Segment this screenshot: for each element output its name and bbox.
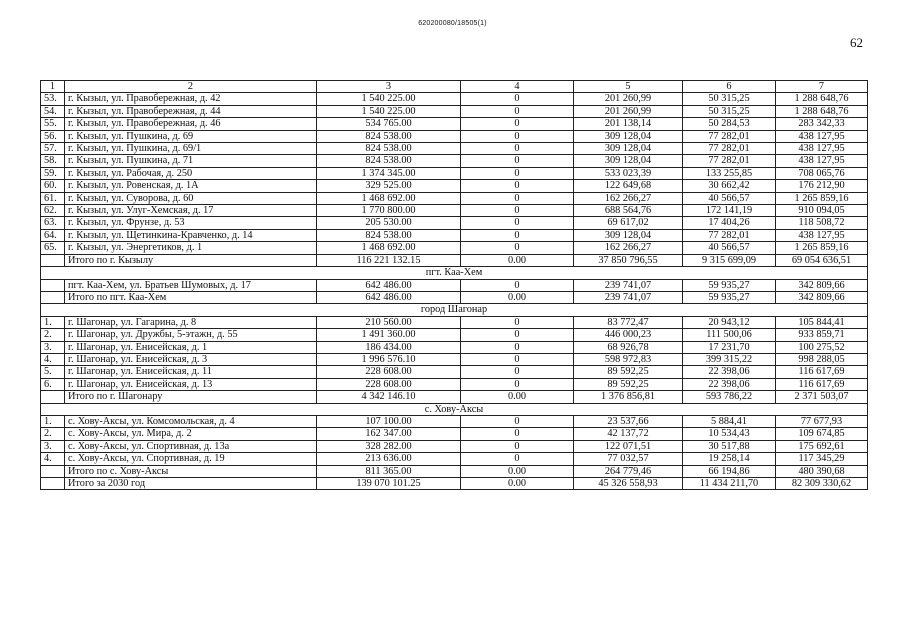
cost-cell: 642 486.00: [317, 279, 461, 291]
address-cell: Итого по г. Шагонару: [65, 391, 317, 403]
zero-cell: 0: [461, 366, 574, 378]
zero-cell: 0: [461, 415, 574, 427]
cost-cell: 1 468 692.00: [317, 192, 461, 204]
address-cell: г. Кызыл, ул. Правобережная, д. 44: [65, 105, 317, 117]
row-number-cell: 3.: [41, 440, 65, 452]
value6-cell: 17 404,26: [683, 217, 776, 229]
value7-cell: 438 127,95: [776, 155, 868, 167]
value6-cell: 20 943,12: [683, 316, 776, 328]
section-header-row: [41, 267, 868, 279]
value6-cell: 66 194,86: [683, 465, 776, 477]
value7-cell: 342 809,66: [776, 291, 868, 303]
row-number-cell: 2.: [41, 428, 65, 440]
table-row: [41, 155, 868, 167]
cost-cell: 824 538.00: [317, 155, 461, 167]
row-number-cell: 54.: [41, 105, 65, 117]
address-cell: г. Кызыл, ул. Суворова, д. 60: [65, 192, 317, 204]
table-row: [41, 229, 868, 241]
table-row: [41, 143, 868, 155]
document-id: 620200080/18505(1): [418, 20, 487, 27]
cost-cell: 824 538.00: [317, 143, 461, 155]
zero-cell: 0.00: [461, 391, 574, 403]
zero-cell: 0: [461, 130, 574, 142]
value7-cell: 105 844,41: [776, 316, 868, 328]
cost-cell: 824 538.00: [317, 229, 461, 241]
table-row: [41, 130, 868, 142]
zero-cell: 0.00: [461, 465, 574, 477]
cost-cell: 162 347.00: [317, 428, 461, 440]
value6-cell: 77 282,01: [683, 130, 776, 142]
column-header-cell: 6: [683, 81, 776, 93]
zero-cell: 0.00: [461, 478, 574, 490]
value7-cell: 1 288 648,76: [776, 105, 868, 117]
table-row: [41, 192, 868, 204]
value6-cell: 77 282,01: [683, 143, 776, 155]
value5-cell: 162 266,27: [574, 192, 683, 204]
zero-cell: 0.00: [461, 291, 574, 303]
zero-cell: 0.00: [461, 254, 574, 266]
section-title: город Шагонар: [41, 304, 868, 316]
value7-cell: 933 859,71: [776, 329, 868, 341]
zero-cell: 0: [461, 341, 574, 353]
address-cell: с. Хову-Аксы, ул. Спортивная, д. 13а: [65, 440, 317, 452]
column-header-cell: 7: [776, 81, 868, 93]
value5-cell: 239 741,07: [574, 279, 683, 291]
value7-cell: 480 390,68: [776, 465, 868, 477]
section-title: с. Хову-Аксы: [41, 403, 868, 415]
value5-cell: 598 972,83: [574, 353, 683, 365]
column-header-cell: 5: [574, 81, 683, 93]
address-cell: Итого по г. Кызылу: [65, 254, 317, 266]
row-number-cell: 56.: [41, 130, 65, 142]
value5-cell: 533 023,39: [574, 167, 683, 179]
value7-cell: 283 342,33: [776, 118, 868, 130]
cost-cell: 4 342 146.10: [317, 391, 461, 403]
value5-cell: 309 128,04: [574, 143, 683, 155]
value7-cell: 175 692,61: [776, 440, 868, 452]
value5-cell: 201 138,14: [574, 118, 683, 130]
value7-cell: 1 265 859,16: [776, 242, 868, 254]
zero-cell: 0: [461, 180, 574, 192]
table-row: [41, 415, 868, 427]
table-row: [41, 378, 868, 390]
column-number-header-row: [41, 81, 868, 93]
value6-cell: 40 566,57: [683, 192, 776, 204]
value5-cell: 122 649,68: [574, 180, 683, 192]
table-row: [41, 428, 868, 440]
address-cell: г. Кызыл, ул. Рабочая, д. 250: [65, 167, 317, 179]
section-header-row: [41, 403, 868, 415]
table-row: [41, 93, 868, 105]
value6-cell: 111 500,06: [683, 329, 776, 341]
total-row: [41, 391, 868, 403]
row-number-cell: 61.: [41, 192, 65, 204]
row-number-cell: [41, 254, 65, 266]
cost-cell: 329 525.00: [317, 180, 461, 192]
zero-cell: 0: [461, 155, 574, 167]
value6-cell: 77 282,01: [683, 155, 776, 167]
total-row: [41, 291, 868, 303]
address-cell: г. Шагонар, ул. Енисейская, д. 1: [65, 341, 317, 353]
value5-cell: 69 617,02: [574, 217, 683, 229]
cost-cell: 107 100.00: [317, 415, 461, 427]
value7-cell: 438 127,95: [776, 229, 868, 241]
value5-cell: 37 850 796,55: [574, 254, 683, 266]
value6-cell: 30 517,88: [683, 440, 776, 452]
cost-cell: 205 530.00: [317, 217, 461, 229]
address-cell: пгт. Каа-Хем, ул. Братьев Шумовых, д. 17: [65, 279, 317, 291]
address-cell: Итого по с. Хову-Аксы: [65, 465, 317, 477]
value6-cell: 11 434 211,70: [683, 478, 776, 490]
value6-cell: 19 258,14: [683, 453, 776, 465]
cost-cell: 1 996 576.10: [317, 353, 461, 365]
row-number-cell: 2.: [41, 329, 65, 341]
table-row: [41, 366, 868, 378]
address-cell: Итого по пгт. Каа-Хем: [65, 291, 317, 303]
value7-cell: 109 674,85: [776, 428, 868, 440]
value6-cell: 172 141,19: [683, 205, 776, 217]
value5-cell: 309 128,04: [574, 155, 683, 167]
section-header-row: [41, 304, 868, 316]
value5-cell: 77 032,57: [574, 453, 683, 465]
cost-cell: 1 770 800.00: [317, 205, 461, 217]
value7-cell: 1 265 859,16: [776, 192, 868, 204]
column-header-cell: 3: [317, 81, 461, 93]
zero-cell: 0: [461, 205, 574, 217]
value5-cell: 23 537,66: [574, 415, 683, 427]
value5-cell: 264 779,46: [574, 465, 683, 477]
zero-cell: 0: [461, 329, 574, 341]
cost-cell: 1 468 692.00: [317, 242, 461, 254]
value5-cell: 45 326 558,93: [574, 478, 683, 490]
address-cell: г. Кызыл, ул. Правобережная, д. 46: [65, 118, 317, 130]
value7-cell: 117 345,29: [776, 453, 868, 465]
table-row: [41, 118, 868, 130]
cost-cell: 116 221 132.15: [317, 254, 461, 266]
row-number-cell: [41, 391, 65, 403]
value5-cell: 201 260,99: [574, 93, 683, 105]
table-row: [41, 329, 868, 341]
value6-cell: 59 935,27: [683, 291, 776, 303]
value6-cell: 22 398,06: [683, 366, 776, 378]
cost-cell: 1 374 345.00: [317, 167, 461, 179]
row-number-cell: 3.: [41, 341, 65, 353]
cost-cell: 811 365.00: [317, 465, 461, 477]
row-number-cell: 65.: [41, 242, 65, 254]
value5-cell: 201 260,99: [574, 105, 683, 117]
cost-cell: 1 491 360.00: [317, 329, 461, 341]
value7-cell: 116 617,69: [776, 366, 868, 378]
section-title: пгт. Каа-Хем: [41, 267, 868, 279]
cost-cell: 213 636.00: [317, 453, 461, 465]
address-cell: г. Шагонар, ул. Дружбы, 5-этажн, д. 55: [65, 329, 317, 341]
row-number-cell: 6.: [41, 378, 65, 390]
value6-cell: 5 884,41: [683, 415, 776, 427]
zero-cell: 0: [461, 105, 574, 117]
value6-cell: 593 786,22: [683, 391, 776, 403]
value6-cell: 133 255,85: [683, 167, 776, 179]
value5-cell: 446 000,23: [574, 329, 683, 341]
table-row: [41, 353, 868, 365]
row-number-cell: 4.: [41, 453, 65, 465]
zero-cell: 0: [461, 279, 574, 291]
column-header-cell: 1: [41, 81, 65, 93]
row-number-cell: 5.: [41, 366, 65, 378]
table-row: [41, 341, 868, 353]
row-number-cell: 62.: [41, 205, 65, 217]
row-number-cell: 58.: [41, 155, 65, 167]
table-row: [41, 440, 868, 452]
cost-cell: 824 538.00: [317, 130, 461, 142]
address-cell: г. Кызыл, ул. Ровенская, д. 1А: [65, 180, 317, 192]
table-row: [41, 205, 868, 217]
value5-cell: 83 772,47: [574, 316, 683, 328]
zero-cell: 0: [461, 229, 574, 241]
table-row: [41, 217, 868, 229]
zero-cell: 0: [461, 192, 574, 204]
value6-cell: 50 315,25: [683, 93, 776, 105]
total-row: [41, 465, 868, 477]
value7-cell: 998 288,05: [776, 353, 868, 365]
column-header-cell: 2: [65, 81, 317, 93]
value5-cell: 1 376 856,81: [574, 391, 683, 403]
row-number-cell: [41, 291, 65, 303]
address-cell: г. Шагонар, ул. Гагарина, д. 8: [65, 316, 317, 328]
zero-cell: 0: [461, 453, 574, 465]
value6-cell: 40 566,57: [683, 242, 776, 254]
value6-cell: 399 315,22: [683, 353, 776, 365]
value6-cell: 22 398,06: [683, 378, 776, 390]
page-number: 62: [850, 35, 863, 50]
address-cell: с. Хову-Аксы, ул. Спортивная, д. 19: [65, 453, 317, 465]
zero-cell: 0: [461, 167, 574, 179]
cost-cell: 228 608.00: [317, 378, 461, 390]
value7-cell: 100 275,52: [776, 341, 868, 353]
address-cell: Итого за 2030 год: [65, 478, 317, 490]
cost-cell: 139 070 101.25: [317, 478, 461, 490]
zero-cell: 0: [461, 242, 574, 254]
zero-cell: 0: [461, 353, 574, 365]
row-number-cell: 64.: [41, 229, 65, 241]
value7-cell: 910 094,05: [776, 205, 868, 217]
value5-cell: 162 266,27: [574, 242, 683, 254]
zero-cell: 0: [461, 118, 574, 130]
table-body: [41, 81, 868, 490]
cost-cell: 228 608.00: [317, 366, 461, 378]
table-row: [41, 316, 868, 328]
value5-cell: 239 741,07: [574, 291, 683, 303]
table-row: [41, 279, 868, 291]
zero-cell: 0: [461, 316, 574, 328]
address-cell: г. Кызыл, ул. Пушкина, д. 69/1: [65, 143, 317, 155]
value5-cell: 309 128,04: [574, 130, 683, 142]
value7-cell: 69 054 636,51: [776, 254, 868, 266]
row-number-cell: 1.: [41, 415, 65, 427]
value5-cell: 68 926,78: [574, 341, 683, 353]
table-row: [41, 167, 868, 179]
address-cell: г. Кызыл, ул. Правобережная, д. 42: [65, 93, 317, 105]
address-cell: г. Кызыл, ул. Пушкина, д. 69: [65, 130, 317, 142]
cost-cell: 186 434.00: [317, 341, 461, 353]
address-cell: с. Хову-Аксы, ул. Комсомольская, д. 4: [65, 415, 317, 427]
cost-cell: 642 486.00: [317, 291, 461, 303]
address-cell: с. Хову-Аксы, ул. Мира, д. 2: [65, 428, 317, 440]
table-row: [41, 453, 868, 465]
value7-cell: 708 065,76: [776, 167, 868, 179]
value7-cell: 1 288 648,76: [776, 93, 868, 105]
value6-cell: 59 935,27: [683, 279, 776, 291]
address-cell: г. Кызыл, ул. Улуг-Хемская, д. 17: [65, 205, 317, 217]
value7-cell: 438 127,95: [776, 143, 868, 155]
value5-cell: 122 071,51: [574, 440, 683, 452]
table-row: [41, 180, 868, 192]
address-cell: г. Шагонар, ул. Енисейская, д. 13: [65, 378, 317, 390]
row-number-cell: 60.: [41, 180, 65, 192]
address-cell: г. Кызыл, ул. Энергетиков, д. 1: [65, 242, 317, 254]
address-cell: г. Кызыл, ул. Щетинкина-Кравченко, д. 14: [65, 229, 317, 241]
value5-cell: 89 592,25: [574, 378, 683, 390]
value5-cell: 309 128,04: [574, 229, 683, 241]
cost-cell: 534 765.00: [317, 118, 461, 130]
row-number-cell: 63.: [41, 217, 65, 229]
row-number-cell: 59.: [41, 167, 65, 179]
row-number-cell: 1.: [41, 316, 65, 328]
row-number-cell: [41, 478, 65, 490]
cost-cell: 1 540 225.00: [317, 93, 461, 105]
value5-cell: 42 137,72: [574, 428, 683, 440]
row-number-cell: 53.: [41, 93, 65, 105]
cost-cell: 328 282.00: [317, 440, 461, 452]
table-row: [41, 105, 868, 117]
value6-cell: 50 315,25: [683, 105, 776, 117]
row-number-cell: [41, 465, 65, 477]
zero-cell: 0: [461, 143, 574, 155]
value6-cell: 50 284,53: [683, 118, 776, 130]
value7-cell: 2 371 503,07: [776, 391, 868, 403]
total-row: [41, 478, 868, 490]
row-number-cell: 55.: [41, 118, 65, 130]
value6-cell: 77 282,01: [683, 229, 776, 241]
data-table: [40, 80, 868, 490]
zero-cell: 0: [461, 378, 574, 390]
value7-cell: 77 677,93: [776, 415, 868, 427]
column-header-cell: 4: [461, 81, 574, 93]
table-row: [41, 242, 868, 254]
row-number-cell: 57.: [41, 143, 65, 155]
value7-cell: 176 212,90: [776, 180, 868, 192]
value6-cell: 17 231,70: [683, 341, 776, 353]
zero-cell: 0: [461, 440, 574, 452]
zero-cell: 0: [461, 428, 574, 440]
value7-cell: 116 617,69: [776, 378, 868, 390]
address-cell: г. Шагонар, ул. Енисейская, д. 3: [65, 353, 317, 365]
total-row: [41, 254, 868, 266]
value7-cell: 82 309 330,62: [776, 478, 868, 490]
value5-cell: 688 564,76: [574, 205, 683, 217]
value5-cell: 89 592,25: [574, 366, 683, 378]
address-cell: г. Кызыл, ул. Пушкина, д. 71: [65, 155, 317, 167]
cost-cell: 210 560.00: [317, 316, 461, 328]
address-cell: г. Кызыл, ул. Фрунзе, д. 53: [65, 217, 317, 229]
row-number-cell: [41, 279, 65, 291]
value6-cell: 9 315 699,09: [683, 254, 776, 266]
zero-cell: 0: [461, 217, 574, 229]
zero-cell: 0: [461, 93, 574, 105]
row-number-cell: 4.: [41, 353, 65, 365]
value7-cell: 438 127,95: [776, 130, 868, 142]
value7-cell: 118 508,72: [776, 217, 868, 229]
value6-cell: 10 534,43: [683, 428, 776, 440]
value7-cell: 342 809,66: [776, 279, 868, 291]
cost-cell: 1 540 225.00: [317, 105, 461, 117]
address-cell: г. Шагонар, ул. Енисейская, д. 11: [65, 366, 317, 378]
value6-cell: 30 662,42: [683, 180, 776, 192]
